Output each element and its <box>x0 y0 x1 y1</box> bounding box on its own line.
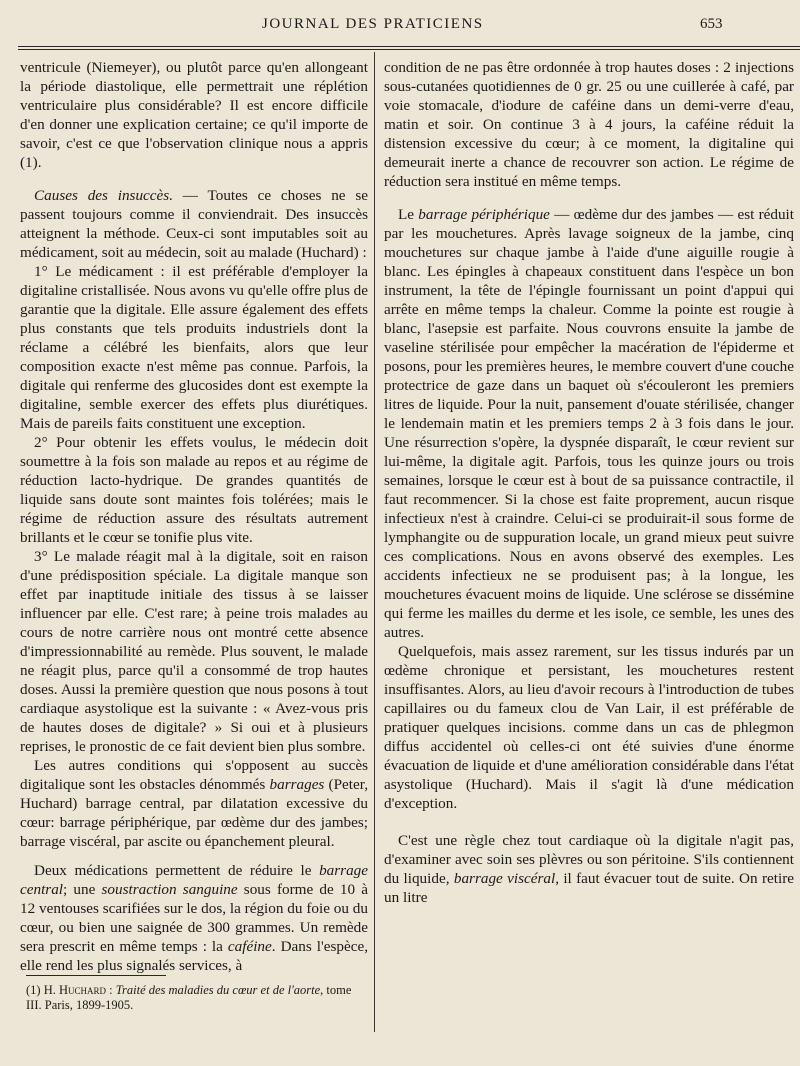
footnote-sep: : <box>106 983 116 997</box>
footnote-rule <box>26 975 166 976</box>
paragraph-barrage-peripherique <box>384 205 794 642</box>
cafeine-term: caféine <box>227 938 272 955</box>
soustraction-term: soustraction sanguine <box>101 881 238 898</box>
running-title: JOURNAL DES PRATICIENS <box>262 16 484 32</box>
footnote <box>26 983 370 1013</box>
paragraph-medicament: 1° Le médicament : il est préférable d'employer la digitaline cristallisée. Nous avons vu qu'elle offre plus de garantie que la digitale. Elle assure également des effets plus constants que tels produits industriels dont la réclame a célébré les bienfaits, alors que leur composition exacte n'est même pas connue. Parfois, la digitale qui renferme des glucosides dont est exempte la digitaline, semble exercer des effets plus diurétiques. Mais de pareils faits constituent une exception. <box>20 263 368 432</box>
medications-text-e: sous forme de 10 à 12 ventouses scarifiées sur le dos, la région du foie ou du cœur, ou bien une saignée de 300 grammes. Un remède sera prescrit en même temps : la <box>20 881 368 955</box>
paragraph-causes-insucces <box>20 186 368 262</box>
paragraph-ventricule: ventricule (Niemeyer), ou plutôt parce qu'en allongeant la période diastolique, elle permettrait une réplétion ventriculaire plus considérable? Il est encore difficile d'en donner une explication certaine; ce qu'il importe de savoir, c'est ce que l'observation clinique nous a appris (1). <box>20 59 368 171</box>
barrages-text-a: Les autres conditions qui s'opposent au succès digitalique sont les obstacles dénommés <box>20 757 368 793</box>
medications-text-c: ; une <box>63 881 102 898</box>
medications-text-g: . Dans l'espèce, elle rend les plus signalés services, à <box>20 938 368 974</box>
peripherique-text-c: — œdème dur des jambes — est réduit par les mouchetures. Après lavage soigneux de la jambe, cinq mouchetures sur chaque jambe à l'aide d'une aiguille rougie à blanc. Les épingles à chapeaux constituent dans l'espèce un bon instrument, la tête de l'épingle fournissant un point d'appui qui arrête en même temps la chaleur. Comme la pointe est rougie à blanc, l'asepsie est parfaite. Nous couvrons ensuite la jambe de vaseline stérilisée pour empêcher la macération de l'épiderme et posons, pour les premières heures, le membre couvert d'une couche protectrice de gaze dans un baquet où s'écouleront les premiers litres de liquide. Pour la nuit, pansement d'ouate stérilisée, changer le lendemain matin et les premiers temps 2 à 3 fois dans le jour. Une résurrection s'opère, la dyspnée disparaît, le cœur revient sur lui-même, la digitale agit. Parfois, tous les quinze jours ou trois semaines, lorsque le cœur est à bout de sa puissance contractile, il faut recommencer. Si la chose est faite proprement, aucun risque infectieux n'est à craindre. Celui-ci se produirait-il sous forme de lymphangite ou de suppuration locale, un grand mieux peut suivre ces complications. Nous en avons observé des exemples. Les accidents infectieux ne se produisent pas; à la longue, les mouchetures évacuent moins de liquide. Une sclérose se dissémine qui ferme les mailles du derme et les isole, ce semble, les unes des autres. <box>384 206 794 641</box>
footnote-author: Huchard <box>58 983 107 997</box>
paragraph-medecin: 2° Pour obtenir les effets voulus, le médecin doit soumettre à la fois son malade au repos et au régime de réduction lacto-hydrique. De grandes quantités de liquide sans doute sont maintes fois tolérées; mais le régime de réduction assure des résultats autrement brillants et le cœur se tonifie plus vite. <box>20 434 368 546</box>
paragraph-malade: 3° Le malade réagit mal à la digitale, soit en raison d'une prédisposition spéciale. La digitale manque son effet par inaptitude initiale des tissus à se laisser influencer par elle. C'est rare; à peine trois malades au cours de notre carrière nous ont montré cette absence d'impressionnabilité au remède. Plus souvent, le malade ne réagit plus, parce qu'il a consommé de trop hautes doses. Aussi la première question que nous posons à tout cardiaque asystolique est la suivante : « Avez-vous pris de hautes doses de digitale? » Si oui et à plusieurs reprises, le pronostic de ce fait devient bien plus sombre. <box>20 548 368 755</box>
footnote-title: Traité des maladies du cœur et de l'aorte <box>115 983 321 997</box>
medications-text-a: Deux médications permettent de réduire le <box>34 862 320 879</box>
page-header <box>0 14 800 42</box>
footnote-number: (1) H. <box>26 983 59 997</box>
paragraph-medications <box>20 861 368 975</box>
causes-text: — Toutes ce choses ne se passent toujours comme il conviendrait. Des insuccès atteignent la méthode. Ceux-ci sont imputables soit au médicament, soit au médecin, soit au malade (Huchard) : <box>20 187 368 261</box>
header-rule <box>18 46 800 47</box>
regle-text-c: , il faut évacuer tout de suite. On retire un litre <box>384 870 794 906</box>
footnote-imprint: , tome III. Paris, 1899-1905. <box>26 983 352 1012</box>
right-column <box>384 58 794 907</box>
paragraph-quelquefois: Quelquefois, mais assez rarement, sur les tissus indurés par un œdème chronique et persistant, les mouchetures restent insuffisantes. Alors, au lieu d'avoir recours à l'introduction de tubes capillaires ou du fameux clou de Van Lair, il est préférable de pratiquer quelques incisions. comme dans un cas de phlegmon diffus accidentel où celles-ci ont été suivies d'une énorme évacuation de liquide et d'une amélioration considérable dans l'état asystolique (Huchard). Mais il s'agit là d'une médication d'exception. <box>384 643 794 812</box>
peripherique-text-a: Le <box>398 206 419 223</box>
barrage-central-term: barrage central <box>20 862 368 898</box>
barrages-text-c: (Peter, Huchard) barrage central, par dilatation excessive du cœur: barrage périphérique, par œdème dur des jambes; barrage viscéral, par ascite ou épanchement pleural. <box>20 776 368 850</box>
paragraph-barrages <box>20 756 368 851</box>
paragraph-condition: condition de ne pas être ordonnée à trop hautes doses : 2 injections sous-cutanées quotidiennes de 0 gr. 25 ou une cuillerée à café, par voie stomacale, d'iodure de caféine dans un demi-verre d'eau, matin et soir. On continue 3 à 4 jours, la caféine réduit la distension excessive du cœur; à ce moment, la digitaline qui demeurait inerte a chance de recouvrer son action. Le régime de réduction sera institué en même temps. <box>384 59 794 190</box>
section-heading-causes: Causes des insuccès. <box>34 187 173 204</box>
paragraph-regle <box>384 831 794 907</box>
header-rule-double <box>18 49 800 50</box>
regle-text-a: C'est une règle chez tout cardiaque où la digitale n'agit pas, d'examiner avec soin ses plèvres ou son péritoine. S'ils contiennent du liquide, <box>384 832 794 887</box>
column-divider <box>374 52 375 1032</box>
barrage-visceral-term: barrage viscéral <box>453 870 556 887</box>
page-number: 653 <box>700 16 723 32</box>
left-column <box>20 58 368 975</box>
barrages-term: barrages <box>269 776 325 793</box>
barrage-peripherique-term: barrage périphérique <box>418 206 550 223</box>
